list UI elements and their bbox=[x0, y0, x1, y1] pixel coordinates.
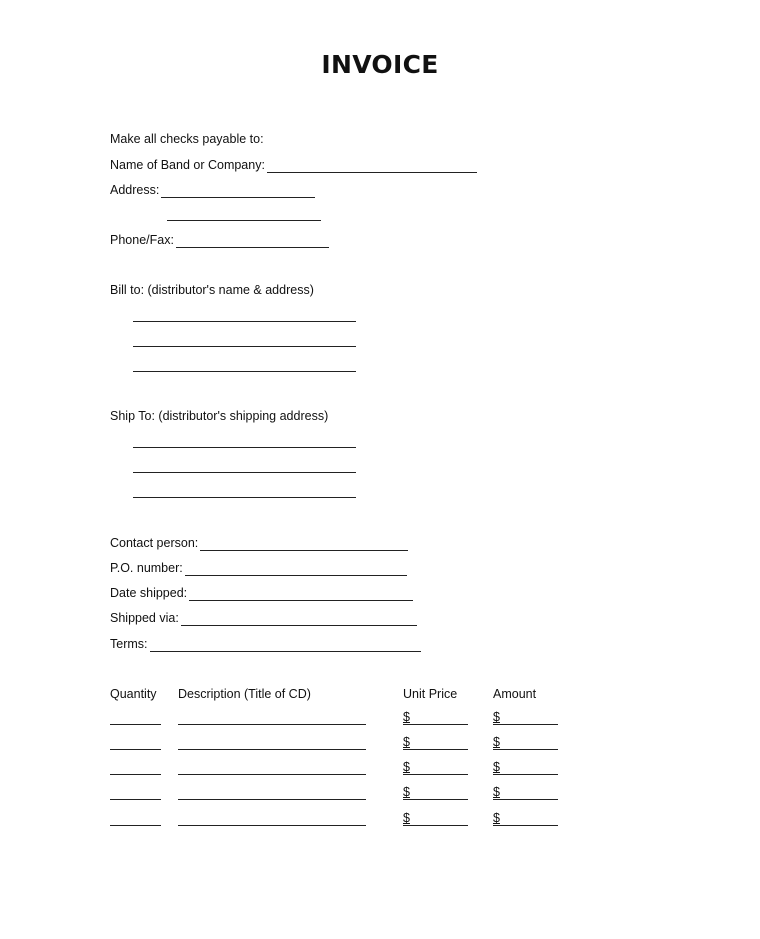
header-description: Description (Title of CD) bbox=[178, 687, 311, 701]
date-field[interactable] bbox=[189, 588, 413, 601]
phone-field[interactable] bbox=[176, 235, 329, 248]
phone-row bbox=[110, 230, 329, 248]
page-title: INVOICE bbox=[321, 50, 439, 79]
currency-symbol: $ bbox=[403, 785, 410, 799]
amount-field[interactable] bbox=[493, 735, 558, 750]
address-field-1[interactable] bbox=[161, 185, 315, 198]
quantity-field[interactable] bbox=[110, 749, 161, 750]
currency-symbol: $ bbox=[493, 811, 500, 825]
currency-symbol: $ bbox=[493, 785, 500, 799]
po-field[interactable] bbox=[185, 563, 407, 576]
currency-symbol: $ bbox=[493, 760, 500, 774]
address-row bbox=[110, 180, 315, 198]
contact-label: Contact person: bbox=[110, 536, 199, 550]
via-field[interactable] bbox=[181, 613, 417, 626]
terms-row bbox=[110, 634, 421, 652]
currency-symbol: $ bbox=[403, 811, 410, 825]
payable-heading: Make all checks payable to: bbox=[110, 132, 264, 146]
header-quantity: Quantity bbox=[110, 687, 157, 701]
terms-field[interactable] bbox=[150, 639, 421, 652]
description-field[interactable] bbox=[178, 799, 366, 800]
description-field[interactable] bbox=[178, 724, 366, 725]
po-row bbox=[110, 558, 407, 576]
currency-symbol: $ bbox=[403, 710, 410, 724]
quantity-field[interactable] bbox=[110, 774, 161, 775]
po-label: P.O. number: bbox=[110, 561, 183, 575]
quantity-field[interactable] bbox=[110, 799, 161, 800]
ship-to-line-1[interactable] bbox=[133, 447, 356, 448]
ship-to-label: Ship To: (distributor's shipping address) bbox=[110, 409, 329, 423]
band-name-row bbox=[110, 155, 477, 173]
header-unit-price: Unit Price bbox=[403, 687, 458, 701]
amount-field[interactable] bbox=[493, 811, 558, 826]
currency-symbol: $ bbox=[403, 735, 410, 749]
via-label: Shipped via: bbox=[110, 611, 179, 625]
currency-symbol: $ bbox=[403, 760, 410, 774]
date-row bbox=[110, 583, 413, 601]
currency-symbol: $ bbox=[493, 710, 500, 724]
currency-symbol: $ bbox=[493, 735, 500, 749]
amount-field[interactable] bbox=[493, 785, 558, 800]
unit-price-field[interactable] bbox=[403, 735, 468, 750]
amount-field[interactable] bbox=[493, 710, 558, 725]
description-field[interactable] bbox=[178, 749, 366, 750]
address-field-2[interactable] bbox=[167, 220, 321, 221]
ship-to-line-2[interactable] bbox=[133, 472, 356, 473]
band-name-label: Name of Band or Company: bbox=[110, 158, 265, 172]
unit-price-field[interactable] bbox=[403, 811, 468, 826]
ship-to-line-3[interactable] bbox=[133, 497, 356, 498]
quantity-field[interactable] bbox=[110, 724, 161, 725]
amount-field[interactable] bbox=[493, 760, 558, 775]
bill-to-line-1[interactable] bbox=[133, 321, 356, 322]
date-label: Date shipped: bbox=[110, 586, 188, 600]
via-row bbox=[110, 608, 417, 626]
unit-price-field[interactable] bbox=[403, 785, 468, 800]
quantity-field[interactable] bbox=[110, 825, 161, 826]
header-amount: Amount bbox=[493, 687, 537, 701]
address-label: Address: bbox=[110, 183, 160, 197]
description-field[interactable] bbox=[178, 825, 366, 826]
bill-to-line-2[interactable] bbox=[133, 346, 356, 347]
description-field[interactable] bbox=[178, 774, 366, 775]
bill-to-line-3[interactable] bbox=[133, 371, 356, 372]
unit-price-field[interactable] bbox=[403, 760, 468, 775]
bill-to-label: Bill to: (distributor's name & address) bbox=[110, 283, 314, 297]
terms-label: Terms: bbox=[110, 637, 148, 651]
phone-label: Phone/Fax: bbox=[110, 233, 174, 247]
contact-field[interactable] bbox=[200, 538, 408, 551]
unit-price-field[interactable] bbox=[403, 710, 468, 725]
contact-row bbox=[110, 533, 408, 551]
band-name-field[interactable] bbox=[267, 160, 477, 173]
